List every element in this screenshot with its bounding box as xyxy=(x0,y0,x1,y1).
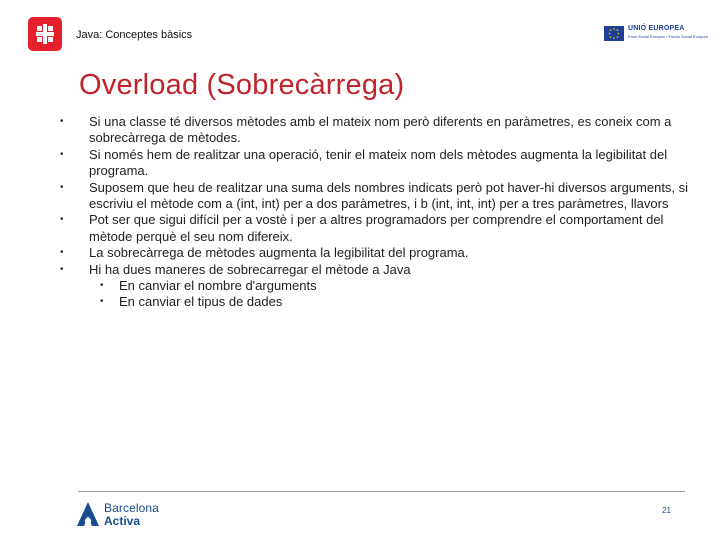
bullet-item xyxy=(60,212,692,245)
barcelona-emblem-icon xyxy=(28,17,62,51)
header-title: Java: Conceptes bàsics xyxy=(76,29,193,41)
ajuntament-logo xyxy=(28,17,62,51)
slide-title: Overload (Sobrecàrrega) xyxy=(79,69,405,101)
bullet-item xyxy=(60,114,692,147)
bullet-icon: • xyxy=(60,214,64,226)
sub-bullet-text: En canviar el tipus de dades xyxy=(119,294,283,310)
brand-line-1: Barcelona xyxy=(104,501,159,515)
bullet-icon: • xyxy=(100,280,104,292)
sub-bullet-text: En canviar el nombre d'arguments xyxy=(119,278,317,294)
sub-bullet-item xyxy=(60,294,692,310)
eu-logo-title: UNIÓ EUROPEA xyxy=(628,25,685,32)
bullet-icon: • xyxy=(100,296,104,308)
bullet-icon: • xyxy=(60,247,64,259)
bullet-icon: • xyxy=(60,263,64,275)
bullet-text: La sobrecàrrega de mètodes augmenta la legibilitat del programa. xyxy=(89,245,469,261)
footer-divider xyxy=(78,491,685,492)
eu-flag-icon xyxy=(604,26,624,41)
page-number: 21 xyxy=(662,506,671,515)
barcelona-activa-a-icon xyxy=(76,501,100,527)
sub-bullet-item xyxy=(60,278,692,294)
bullet-list xyxy=(60,114,692,311)
bullet-text: Suposem que heu de realitzar una suma dels nombres indicats però pot haver-hi diversos arguments, si escriviu el mètode com a (int, int) per a dos paràmetres, i b (int, int, int) per a tres paràmetres, llavors xyxy=(89,179,689,212)
brand-line-2: Activa xyxy=(104,514,141,528)
bullet-item xyxy=(60,180,692,213)
bullet-text: Hi ha dues maneres de sobrecarregar el mètode a Java xyxy=(89,261,411,277)
bullet-text: Pot ser que sigui difícil per a vostè i per a altres programadors per comprendre el comportament del mètode perquè el seu nom difereix. xyxy=(89,212,664,244)
bullet-icon: • xyxy=(60,181,64,193)
barcelona-activa-logo xyxy=(76,501,176,529)
bullet-item xyxy=(60,262,692,278)
eu-logo xyxy=(604,25,709,44)
bullet-text: Si una classe té diversos mètodes amb el mateix nom però diferents en paràmetres, es coneix com a sobrecàrrega de mètodes. xyxy=(89,114,672,146)
bullet-icon: • xyxy=(60,116,64,127)
bullet-text: Si només hem de realitzar una operació, tenir el mateix nom dels mètodes augmenta la legibilitat del programa. xyxy=(89,146,668,179)
bullet-item xyxy=(60,147,692,180)
bullet-item xyxy=(60,245,692,261)
eu-logo-subtitle: Fons Social Europeu / Fondo Social Europeo xyxy=(628,34,709,39)
bullet-icon: • xyxy=(60,148,64,160)
